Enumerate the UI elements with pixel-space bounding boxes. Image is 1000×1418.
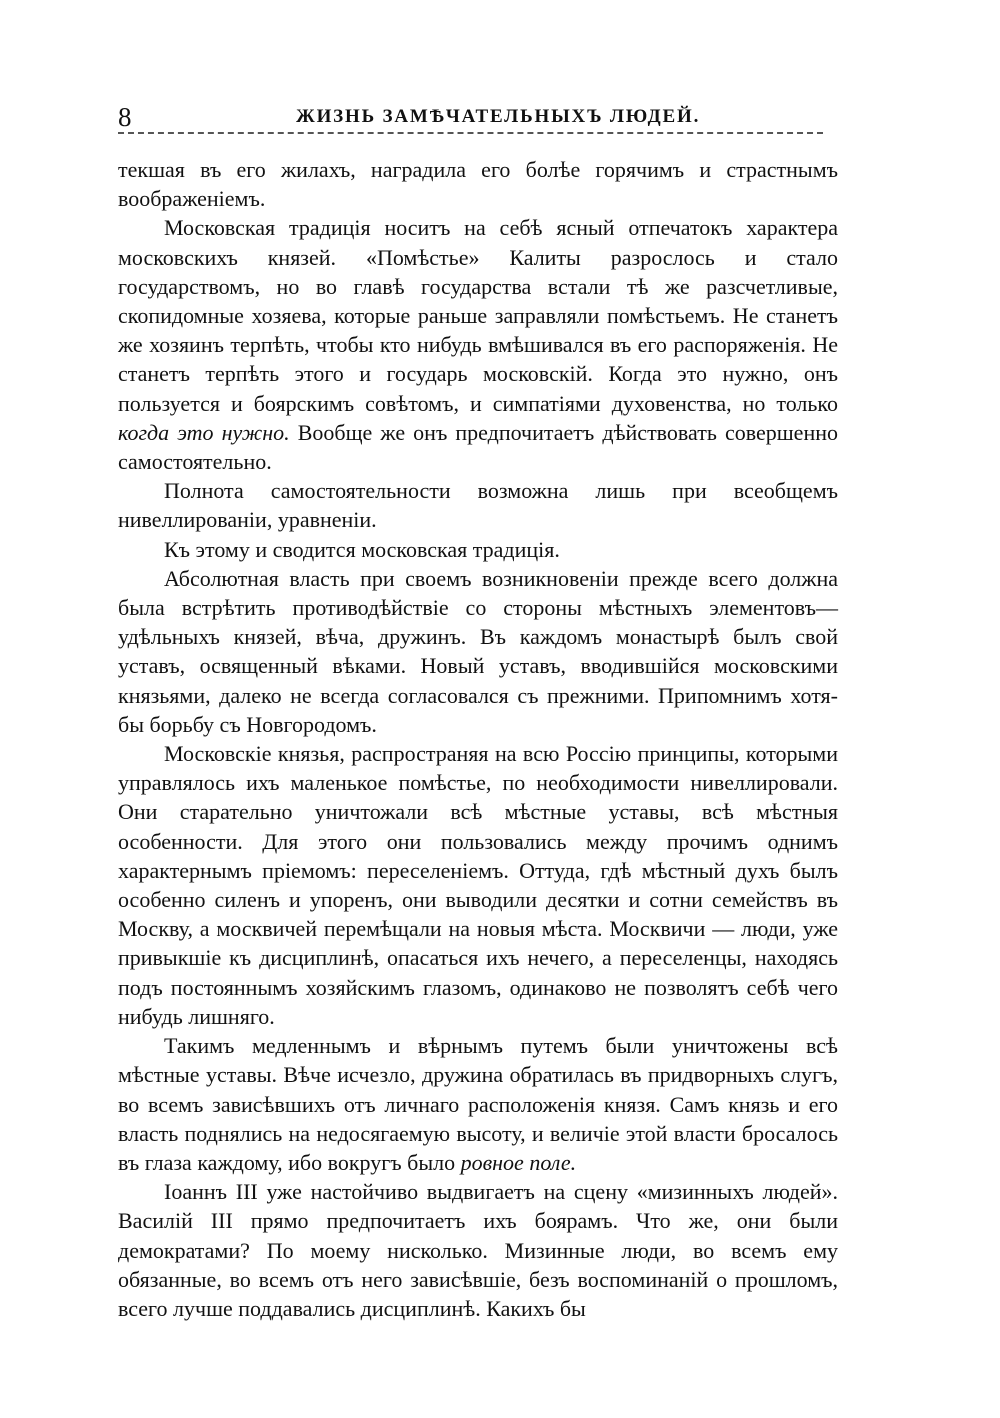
paragraph-text: Московскіе князья, распространяя на всю Россію принципы, которыми управлялось ихъ маленькое помѣстье, по необходимости нивеллировали. Они старательно уничтожали всѣ мѣстные уставы, всѣ мѣстныя особенности. Для этого они пользовались между прочимъ однимъ характернымъ пріемомъ: переселеніемъ. Оттуда, гдѣ мѣстный духъ былъ особенно силенъ и упоренъ, они выводили десятки и сотни семействъ въ Москву, а москвичей перемѣщали на новыя мѣста. Москвичи — люди, уже привыкшіе къ дисциплинѣ, опасаться ихъ нечего, а переселенцы, находясь подъ постояннымъ хозяйскимъ глазомъ, одинаково не позволятъ себѣ чего нибудь лишняго. [118,741,838,1029]
paragraph-text: Московская традиція носитъ на себѣ ясный отпечатокъ характера московскихъ князей. «Помѣстье» Калиты разрослось и стало государствомъ, но во главѣ государства встали тѣ же разсчетливые, скопидомные хозяева, которые раньше заправляли помѣстьемъ. Не станетъ же хозяинъ терпѣть, чтобы кто нибудь вмѣшивался въ его распоряженія. Не станетъ терпѣть этого и государь московскій. Когда это нужно, онъ пользуется и боярскимъ совѣтомъ, и симпатіями духовенства, но только [118,215,838,416]
body-text [118,155,838,1323]
paragraph-text: Къ этому и сводится московская традиція. [164,536,560,562]
paragraph-text: Іоаннъ III уже настойчиво выдвигаетъ на сцену «мизинныхъ людей». Василій III прямо предпочитаетъ ихъ боярамъ. Что же, они были демократами? По моему нисколько. Мизинные люди, во всемъ ему обязанные, во всемъ отъ него зависѣвшіе, безъ воспоминаній о прошломъ, всего лучше поддавались дисциплинѣ. Какихъ бы [118,1179,838,1321]
paragraph-text: Абсолютная власть при своемъ возникновеніи прежде всего должна была встрѣтить противодѣйствіе со стороны мѣстныхъ элементовъ—удѣльныхъ князей, вѣча, дружинъ. Въ каждомъ монастырѣ былъ свой уставъ, освященный вѣками. Новый уставъ, вводившійся московскими князьями, далеко не всегда согласовался съ прежними. Припомнимъ хотя-бы борьбу съ Новгородомъ. [118,565,838,737]
paragraph [118,213,838,476]
page-number: 8 [118,102,132,132]
paragraph [118,1177,838,1323]
emphasis-text: ровное поле. [460,1149,577,1175]
header-rule [118,132,823,134]
paragraph-continued [118,155,838,213]
running-title: ЖИЗНЬ ЗАМѢЧАТЕЛЬНЫХЪ ЛЮДЕЙ. [296,106,701,127]
paragraph-text: текшая въ его жилахъ, наградила его болѣе горячимъ и страстнымъ воображеніемъ. [118,157,838,212]
paragraph [118,564,838,739]
paragraph-text: Вообще же онъ предпочитаетъ дѣйствовать совершенно самостоятельно. [118,419,838,475]
paragraph-text: Такимъ медленнымъ и вѣрнымъ путемъ были уничтожены всѣ мѣстные уставы. Вѣче исчезло, дружина обратилась въ придворныхъ слугъ, во всемъ зависѣвшихъ отъ личнаго расположенія князя. Самъ князь и его власть поднялись на недосягаемую высоту, и величіе этой власти бросалось въ глаза каждому, ибо вокругъ было [118,1033,838,1175]
running-header [118,100,838,134]
paragraph-text: Полнота самостоятельности возможна лишь при всеобщемъ нивеллированіи, уравненіи. [118,478,838,533]
paragraph [118,476,838,534]
emphasis-text: когда это нужно. [118,419,290,445]
paragraph [118,739,838,1031]
paragraph [118,535,838,564]
paragraph [118,1031,838,1177]
